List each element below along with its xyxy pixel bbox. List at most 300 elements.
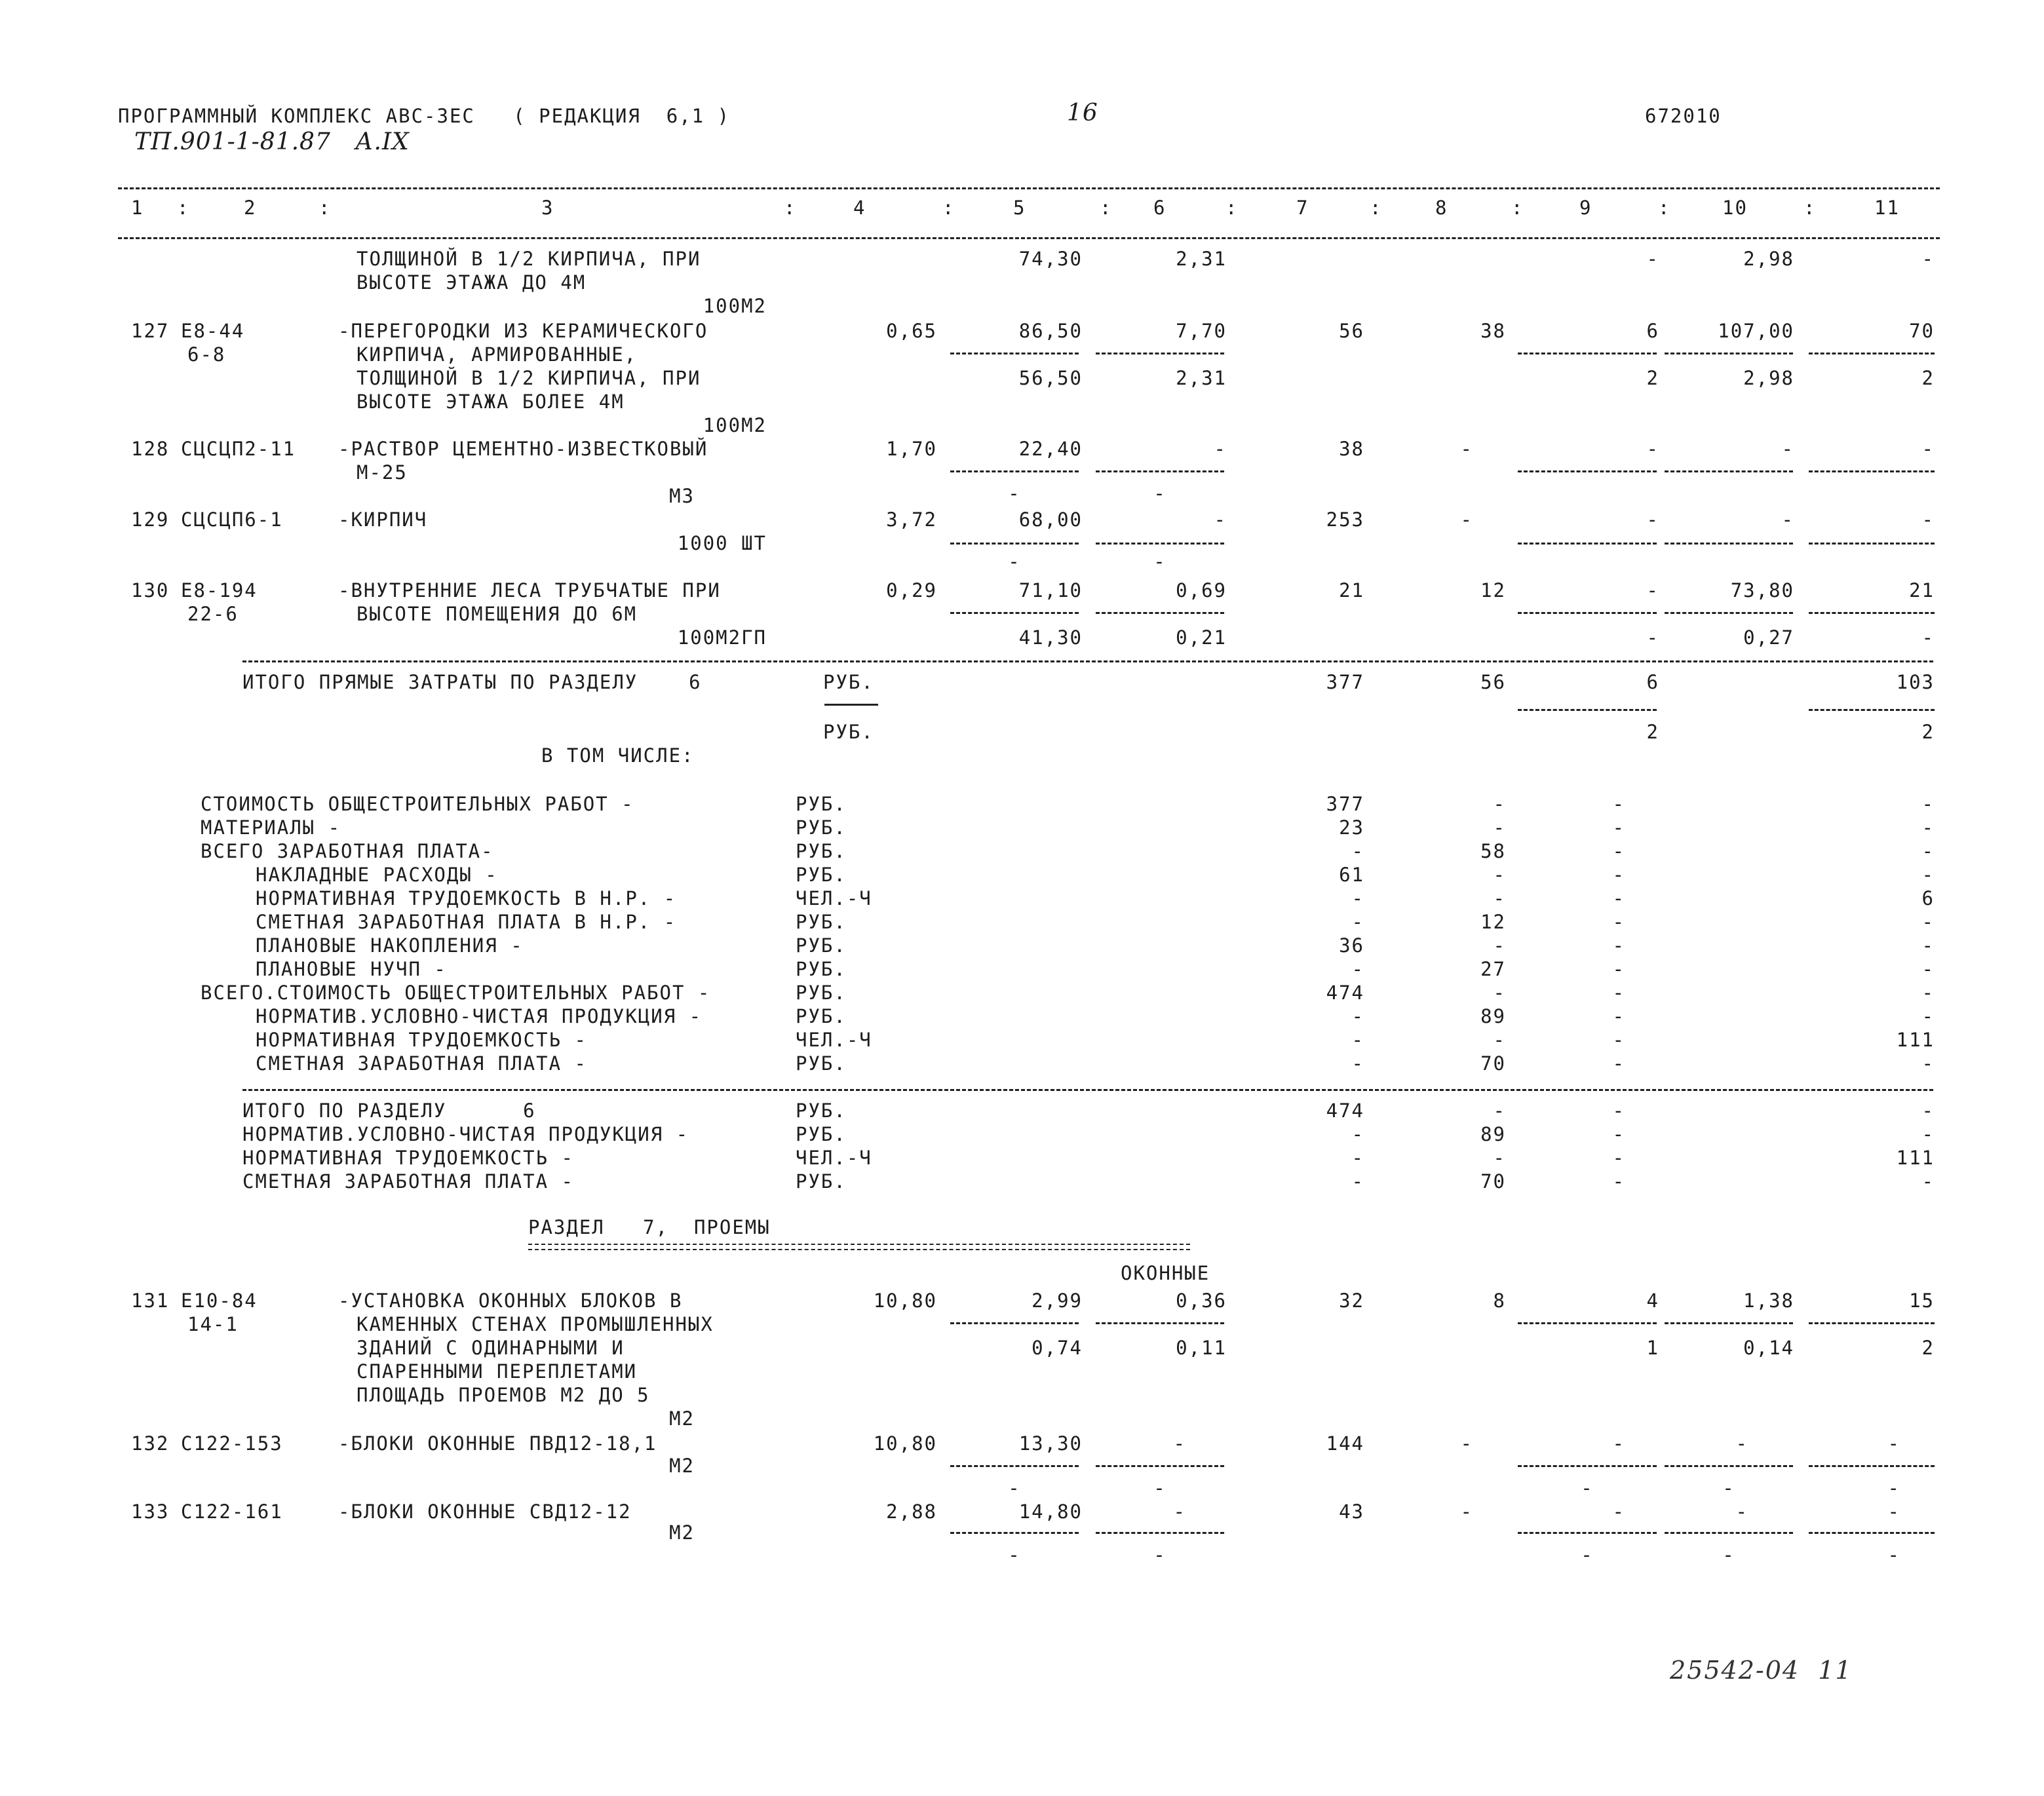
- row-code: СЦСЦП2-11: [181, 438, 296, 460]
- cell: -: [1612, 1170, 1625, 1193]
- cell: -: [1351, 1052, 1364, 1075]
- summary-unit: ЧЕЛ.-Ч: [796, 887, 872, 909]
- cell: 8: [1493, 1290, 1506, 1312]
- cell: 377: [1326, 671, 1364, 693]
- cell: -: [1173, 1500, 1186, 1523]
- column-header: 8: [1435, 197, 1448, 219]
- cell: 377: [1326, 793, 1364, 815]
- cell: -: [1460, 508, 1473, 531]
- cell: -: [1612, 934, 1625, 957]
- row-code: 22-6: [187, 603, 239, 625]
- cell: 1,38: [1743, 1290, 1794, 1312]
- cell: -: [1460, 438, 1473, 460]
- cell: -: [1921, 1123, 1935, 1145]
- cell: 56: [1339, 320, 1364, 342]
- cell: 74,30: [1018, 248, 1083, 270]
- in-that-heading: В ТОМ ЧИСЛЕ:: [541, 744, 695, 767]
- cell-divider: [1665, 1322, 1793, 1324]
- row-unit: М2: [669, 1455, 695, 1477]
- cell: 0,65: [886, 320, 937, 342]
- cell-divider: [950, 1532, 1079, 1534]
- row-description: -КИРПИЧ: [338, 508, 428, 531]
- cell: 474: [1326, 982, 1364, 1004]
- cell: -: [1153, 1544, 1167, 1566]
- row-number: 131: [131, 1290, 170, 1312]
- summary-unit: РУБ.: [796, 1052, 847, 1075]
- cell: -: [1735, 1432, 1748, 1455]
- cell: 6: [1646, 320, 1659, 342]
- cell: 2: [1646, 367, 1659, 389]
- header-top-rule: [118, 187, 1940, 189]
- cell: 73,80: [1730, 579, 1794, 602]
- cell: 41,30: [1018, 626, 1083, 649]
- column-header: 2: [244, 197, 257, 219]
- cell: 3,72: [886, 508, 937, 531]
- cell: 0,29: [886, 579, 937, 602]
- row-description: -ПЕРЕГОРОДКИ ИЗ КЕРАМИЧЕСКОГО: [338, 320, 708, 342]
- summary-label: СМЕТНАЯ ЗАРАБОТНАЯ ПЛАТА В Н.Р. -: [256, 911, 677, 933]
- cell: -: [1173, 1432, 1186, 1455]
- cell-divider: [950, 612, 1079, 614]
- cell: -: [1612, 1029, 1625, 1051]
- cell: 111: [1896, 1147, 1935, 1169]
- cell: 107,00: [1718, 320, 1794, 342]
- cell: -: [1493, 793, 1506, 815]
- cell-divider: [1096, 1532, 1224, 1534]
- row-number: 128: [131, 438, 170, 460]
- row-unit: М2: [669, 1521, 695, 1544]
- cell-divider: [1096, 543, 1224, 545]
- row-description: -БЛОКИ ОКОННЫЕ СВД12-12: [338, 1500, 632, 1523]
- cell: -: [1722, 1544, 1735, 1566]
- cell: -: [1781, 508, 1794, 531]
- summary-label: НОРМАТИВ.УСЛОВНО-ЧИСТАЯ ПРОДУКЦИЯ -: [242, 1123, 689, 1145]
- cell-divider: [950, 353, 1079, 354]
- column-header: 11: [1874, 197, 1900, 219]
- row-description: ТОЛЩИНОЙ В 1/2 КИРПИЧА, ПРИ: [357, 367, 701, 389]
- cell: -: [1921, 958, 1935, 980]
- summary-unit: РУБ.: [796, 958, 847, 980]
- cell: 4: [1646, 1290, 1659, 1312]
- cell: -: [1612, 1005, 1625, 1027]
- cell: 43: [1339, 1500, 1364, 1523]
- cell: -: [1153, 550, 1167, 573]
- cell-divider: [1518, 1465, 1657, 1467]
- cell: -: [1921, 934, 1935, 957]
- column-header: 10: [1722, 197, 1748, 219]
- program-title: ПРОГРАММНЫЙ КОМПЛЕКС АВС-3ЕС ( РЕДАКЦИЯ 6,1 ): [118, 105, 731, 127]
- row-description: ВЫСОТЕ ПОМЕЩЕНИЯ ДО 6М: [357, 603, 638, 625]
- row-description: -ВНУТРЕННИЕ ЛЕСА ТРУБЧАТЫЕ ПРИ: [338, 579, 721, 602]
- cell: 13,30: [1018, 1432, 1083, 1455]
- cell: 21: [1909, 579, 1935, 602]
- summary-label: ВСЕГО.СТОИМОСТЬ ОБЩЕСТРОИТЕЛЬНЫХ РАБОТ -: [201, 982, 711, 1004]
- cell: -: [1493, 816, 1506, 839]
- cell-divider: [1096, 353, 1224, 354]
- row-description: ВЫСОТЕ ЭТАЖА ДО 4М: [357, 271, 587, 294]
- cell-divider: [1096, 1322, 1224, 1324]
- cell: -: [1493, 1029, 1506, 1051]
- summary-label: НАКЛАДНЫЕ РАСХОДЫ -: [256, 864, 498, 886]
- cell: -: [1921, 626, 1935, 649]
- cell-divider: [1665, 1532, 1793, 1534]
- column-header: 5: [1013, 197, 1026, 219]
- row-description: ЗДАНИЙ С ОДИНАРНЫМИ И: [357, 1337, 625, 1359]
- column-header: 7: [1296, 197, 1309, 219]
- cell-divider: [1809, 353, 1935, 354]
- cell: -: [1921, 1170, 1935, 1193]
- cell-divider: [1809, 1532, 1935, 1534]
- cell-divider: [1665, 612, 1793, 614]
- cell-divider: [1809, 1322, 1935, 1324]
- cell: -: [1921, 1052, 1935, 1075]
- cell: -: [1646, 579, 1659, 602]
- cell-divider: [1518, 1322, 1657, 1324]
- cell: 38: [1480, 320, 1506, 342]
- cell-divider: [1096, 1465, 1224, 1467]
- column-header: 6: [1153, 197, 1167, 219]
- cell: 36: [1339, 934, 1364, 957]
- cell: -: [1493, 982, 1506, 1004]
- row-code: С122-153: [181, 1432, 283, 1455]
- cell: 70: [1909, 320, 1935, 342]
- cell-divider: [1665, 543, 1793, 545]
- cell: -: [1581, 1477, 1594, 1499]
- row-code: Е10-84: [181, 1290, 258, 1312]
- cell: -: [1612, 958, 1625, 980]
- summary-label: ВСЕГО ЗАРАБОТНАЯ ПЛАТА-: [201, 840, 494, 862]
- cell: -: [1008, 482, 1021, 505]
- cell-divider: [1665, 353, 1793, 354]
- summary-label: СМЕТНАЯ ЗАРАБОТНАЯ ПЛАТА -: [256, 1052, 587, 1075]
- cell-divider: [1809, 612, 1935, 614]
- cell: 12: [1480, 579, 1506, 602]
- cell: -: [1612, 840, 1625, 862]
- cell-divider: [1096, 470, 1224, 472]
- cell: -: [1460, 1432, 1473, 1455]
- cell: -: [1612, 982, 1625, 1004]
- summary-unit: РУБ.: [796, 793, 847, 815]
- project-code: ТП.901-1-81.87 А.IX: [134, 128, 410, 155]
- summary-label: СМЕТНАЯ ЗАРАБОТНАЯ ПЛАТА -: [242, 1170, 574, 1193]
- row-unit: М2: [669, 1407, 695, 1430]
- summary-unit: РУБ.: [796, 1099, 847, 1122]
- cell: 253: [1326, 508, 1364, 531]
- cell: 21: [1339, 579, 1364, 602]
- summary-unit: РУБ.: [796, 982, 847, 1004]
- cell: 56,50: [1018, 367, 1083, 389]
- cell: 38: [1339, 438, 1364, 460]
- summary-unit: РУБ.: [796, 1170, 847, 1193]
- column-header: 3: [541, 197, 554, 219]
- cell: -: [1493, 934, 1506, 957]
- cell: 61: [1339, 864, 1364, 886]
- cell: -: [1493, 887, 1506, 909]
- cell: 86,50: [1018, 320, 1083, 342]
- cell: 2: [1921, 367, 1935, 389]
- cell: -: [1921, 840, 1935, 862]
- cell-divider: [950, 543, 1079, 545]
- cell: 71,10: [1018, 579, 1083, 602]
- cell: -: [1008, 1544, 1021, 1566]
- cell: -: [1921, 911, 1935, 933]
- section-title: РАЗДЕЛ 7, ПРОЕМЫ: [528, 1216, 771, 1238]
- cell: -: [1214, 438, 1227, 460]
- cell: -: [1612, 864, 1625, 886]
- cell: 2: [1921, 1337, 1935, 1359]
- summary-label: ПЛАНОВЫЕ НАКОПЛЕНИЯ -: [256, 934, 524, 957]
- cell: 70: [1480, 1170, 1506, 1193]
- cell: -: [1493, 864, 1506, 886]
- section-title-underline: [528, 1244, 1190, 1250]
- total-unit: РУБ.: [823, 721, 874, 743]
- row-number: 130: [131, 579, 170, 602]
- cell: -: [1612, 1432, 1625, 1455]
- summary-unit: ЧЕЛ.-Ч: [796, 1147, 872, 1169]
- cell-divider: [1665, 1465, 1793, 1467]
- cell: 2: [1921, 721, 1935, 743]
- cell: 1: [1646, 1337, 1659, 1359]
- summary-unit: РУБ.: [796, 816, 847, 839]
- row-code: С122-161: [181, 1500, 283, 1523]
- row-description: ПЛОЩАДЬ ПРОЕМОВ М2 ДО 5: [357, 1384, 650, 1406]
- cell: 2,88: [886, 1500, 937, 1523]
- cell: 12: [1480, 911, 1506, 933]
- cell-divider: [950, 1322, 1079, 1324]
- summary-label: ИТОГО ПО РАЗДЕЛУ 6: [242, 1099, 536, 1122]
- cell-divider: [1809, 543, 1935, 545]
- cell: 6: [1646, 671, 1659, 693]
- cell: -: [1351, 1123, 1364, 1145]
- cell: 144: [1326, 1432, 1364, 1455]
- cell: 68,00: [1018, 508, 1083, 531]
- cell-divider: [1096, 612, 1224, 614]
- cell: 14,80: [1018, 1500, 1083, 1523]
- cell: 23: [1339, 816, 1364, 839]
- cell-divider: [1518, 543, 1657, 545]
- cell: -: [1351, 840, 1364, 862]
- cell: 474: [1326, 1099, 1364, 1122]
- cell: -: [1351, 887, 1364, 909]
- cell: 10,80: [873, 1290, 937, 1312]
- cell: -: [1351, 958, 1364, 980]
- cell-divider: [950, 1465, 1079, 1467]
- row-description: -РАСТВОР ЦЕМЕНТНО-ИЗВЕСТКОВЫЙ: [338, 438, 708, 460]
- summary-unit: РУБ.: [796, 1123, 847, 1145]
- cell: -: [1581, 1544, 1594, 1566]
- cell: 6: [1921, 887, 1935, 909]
- total-label: ИТОГО ПРЯМЫЕ ЗАТРАТЫ ПО РАЗДЕЛУ 6: [242, 671, 702, 693]
- row-description: М-25: [357, 461, 408, 484]
- row-number: 127: [131, 320, 170, 342]
- total-unit: РУБ.: [823, 671, 874, 693]
- summary-unit: РУБ.: [796, 934, 847, 957]
- cell: 56: [1480, 671, 1506, 693]
- cell: 0,27: [1743, 626, 1794, 649]
- cell: -: [1612, 887, 1625, 909]
- cell: -: [1351, 1029, 1364, 1051]
- header-bottom-rule: [118, 237, 1940, 239]
- row-code: Е8-194: [181, 579, 258, 602]
- summary-label: МАТЕРИАЛЫ -: [201, 816, 341, 839]
- cell: -: [1921, 864, 1935, 886]
- cell: -: [1351, 1005, 1364, 1027]
- cell: 2,31: [1176, 248, 1227, 270]
- cell: -: [1921, 438, 1935, 460]
- cell: 2: [1646, 721, 1659, 743]
- cell-divider: [1809, 709, 1935, 711]
- row-unit: 100М2: [703, 414, 767, 436]
- cell: 2,31: [1176, 367, 1227, 389]
- unit-divider: [824, 704, 878, 706]
- cell: -: [1612, 816, 1625, 839]
- cell: -: [1921, 248, 1935, 270]
- cell: 7,70: [1176, 320, 1227, 342]
- row-unit: 1000 ШТ: [677, 532, 767, 554]
- cell: -: [1008, 550, 1021, 573]
- cell: 0,14: [1743, 1337, 1794, 1359]
- cell-note: ОКОННЫЕ: [1121, 1262, 1210, 1284]
- cell: 10,80: [873, 1432, 937, 1455]
- cell-divider: [1518, 709, 1657, 711]
- cell: -: [1153, 1477, 1167, 1499]
- cell: 70: [1480, 1052, 1506, 1075]
- cell: -: [1351, 1170, 1364, 1193]
- cell-divider: [1518, 1532, 1657, 1534]
- cell: -: [1612, 1123, 1625, 1145]
- cell: -: [1921, 816, 1935, 839]
- cell: 2,98: [1743, 248, 1794, 270]
- cell: 89: [1480, 1123, 1506, 1145]
- summary-label: НОРМАТИВНАЯ ТРУДОЕМКОСТЬ -: [256, 1029, 587, 1051]
- cell: -: [1351, 1147, 1364, 1169]
- cell-divider: [1518, 612, 1657, 614]
- cell: -: [1887, 1544, 1900, 1566]
- cell: 0,74: [1032, 1337, 1083, 1359]
- document-code: 672010: [1645, 105, 1722, 127]
- cell: 0,69: [1176, 579, 1227, 602]
- cell: -: [1646, 626, 1659, 649]
- cell: 22,40: [1018, 438, 1083, 460]
- row-number: 132: [131, 1432, 170, 1455]
- cell: -: [1887, 1477, 1900, 1499]
- cell: -: [1612, 1500, 1625, 1523]
- cell: -: [1722, 1477, 1735, 1499]
- summary-label: НОРМАТИВНАЯ ТРУДОЕМКОСТЬ -: [242, 1147, 574, 1169]
- row-code: СЦСЦП6-1: [181, 508, 283, 531]
- row-number: 133: [131, 1500, 170, 1523]
- cell: -: [1921, 1005, 1935, 1027]
- cell: 15: [1909, 1290, 1935, 1312]
- cell: -: [1646, 438, 1659, 460]
- cell-divider: [1809, 470, 1935, 472]
- cell: -: [1735, 1500, 1748, 1523]
- cell: 27: [1480, 958, 1506, 980]
- cell: 103: [1896, 671, 1935, 693]
- column-header: 1: [131, 197, 144, 219]
- cell: -: [1612, 911, 1625, 933]
- row-description: ВЫСОТЕ ЭТАЖА БОЛЕЕ 4М: [357, 391, 625, 413]
- summary-label: СТОИМОСТЬ ОБЩЕСТРОИТЕЛЬНЫХ РАБОТ -: [201, 793, 634, 815]
- cell: 0,11: [1176, 1337, 1227, 1359]
- cell: 0,36: [1176, 1290, 1227, 1312]
- summary-unit: РУБ.: [796, 840, 847, 862]
- page-number: 16: [1067, 100, 1098, 126]
- cell: 32: [1339, 1290, 1364, 1312]
- cell: -: [1921, 1099, 1935, 1122]
- cell-divider: [1518, 353, 1657, 354]
- cell: 1,70: [886, 438, 937, 460]
- cell: -: [1646, 248, 1659, 270]
- cell-divider: [1665, 470, 1793, 472]
- cell: -: [1921, 793, 1935, 815]
- cell-divider: [1518, 470, 1657, 472]
- cell: 89: [1480, 1005, 1506, 1027]
- cell: -: [1460, 1500, 1473, 1523]
- cell: 111: [1896, 1029, 1935, 1051]
- summary-label: НОРМАТИВ.УСЛОВНО-ЧИСТАЯ ПРОДУКЦИЯ -: [256, 1005, 703, 1027]
- total-rule: [242, 660, 1933, 662]
- cell-divider: [1809, 1465, 1935, 1467]
- cell: 58: [1480, 840, 1506, 862]
- row-description: КАМЕННЫХ СТЕНАХ ПРОМЫШЛЕННЫХ: [357, 1313, 714, 1335]
- row-number: 129: [131, 508, 170, 531]
- archive-stamp: 25542-04 11: [1670, 1656, 1853, 1685]
- row-code: 6-8: [187, 343, 226, 366]
- cell: -: [1612, 1099, 1625, 1122]
- row-unit: 100М2: [703, 295, 767, 317]
- cell: -: [1351, 911, 1364, 933]
- row-description: ТОЛЩИНОЙ В 1/2 КИРПИЧА, ПРИ: [357, 248, 701, 270]
- cell: -: [1493, 1147, 1506, 1169]
- cell: -: [1781, 438, 1794, 460]
- cell: -: [1612, 1052, 1625, 1075]
- summary-unit: РУБ.: [796, 1005, 847, 1027]
- row-description: СПАРЕННЫМИ ПЕРЕПЛЕТАМИ: [357, 1360, 638, 1383]
- row-description: -БЛОКИ ОКОННЫЕ ПВД12-18,1: [338, 1432, 657, 1455]
- summary-unit: РУБ.: [796, 911, 847, 933]
- column-header: 9: [1579, 197, 1592, 219]
- cell: 0,21: [1176, 626, 1227, 649]
- column-header: 4: [853, 197, 866, 219]
- cell: -: [1008, 1477, 1021, 1499]
- row-code: 14-1: [187, 1313, 239, 1335]
- cell-divider: [950, 470, 1079, 472]
- cell: -: [1646, 508, 1659, 531]
- cell: -: [1153, 482, 1167, 505]
- row-code: Е8-44: [181, 320, 245, 342]
- cell: -: [1493, 1099, 1506, 1122]
- cell: -: [1921, 982, 1935, 1004]
- summary-unit: РУБ.: [796, 864, 847, 886]
- summary-unit: ЧЕЛ.-Ч: [796, 1029, 872, 1051]
- cell: -: [1612, 793, 1625, 815]
- row-unit: 100М2ГП: [677, 626, 767, 649]
- row-description: КИРПИЧА, АРМИРОВАННЫЕ,: [357, 343, 638, 366]
- cell: -: [1887, 1500, 1900, 1523]
- cell: -: [1612, 1147, 1625, 1169]
- row-unit: М3: [669, 485, 695, 507]
- cell: -: [1887, 1432, 1900, 1455]
- cell: -: [1214, 508, 1227, 531]
- summary-label: ПЛАНОВЫЕ НУЧП -: [256, 958, 447, 980]
- cell: 2,98: [1743, 367, 1794, 389]
- cell: -: [1921, 508, 1935, 531]
- section-total-rule: [242, 1089, 1933, 1091]
- summary-label: НОРМАТИВНАЯ ТРУДОЕМКОСТЬ В Н.Р. -: [256, 887, 677, 909]
- cell: 2,99: [1032, 1290, 1083, 1312]
- row-description: -УСТАНОВКА ОКОННЫХ БЛОКОВ В: [338, 1290, 683, 1312]
